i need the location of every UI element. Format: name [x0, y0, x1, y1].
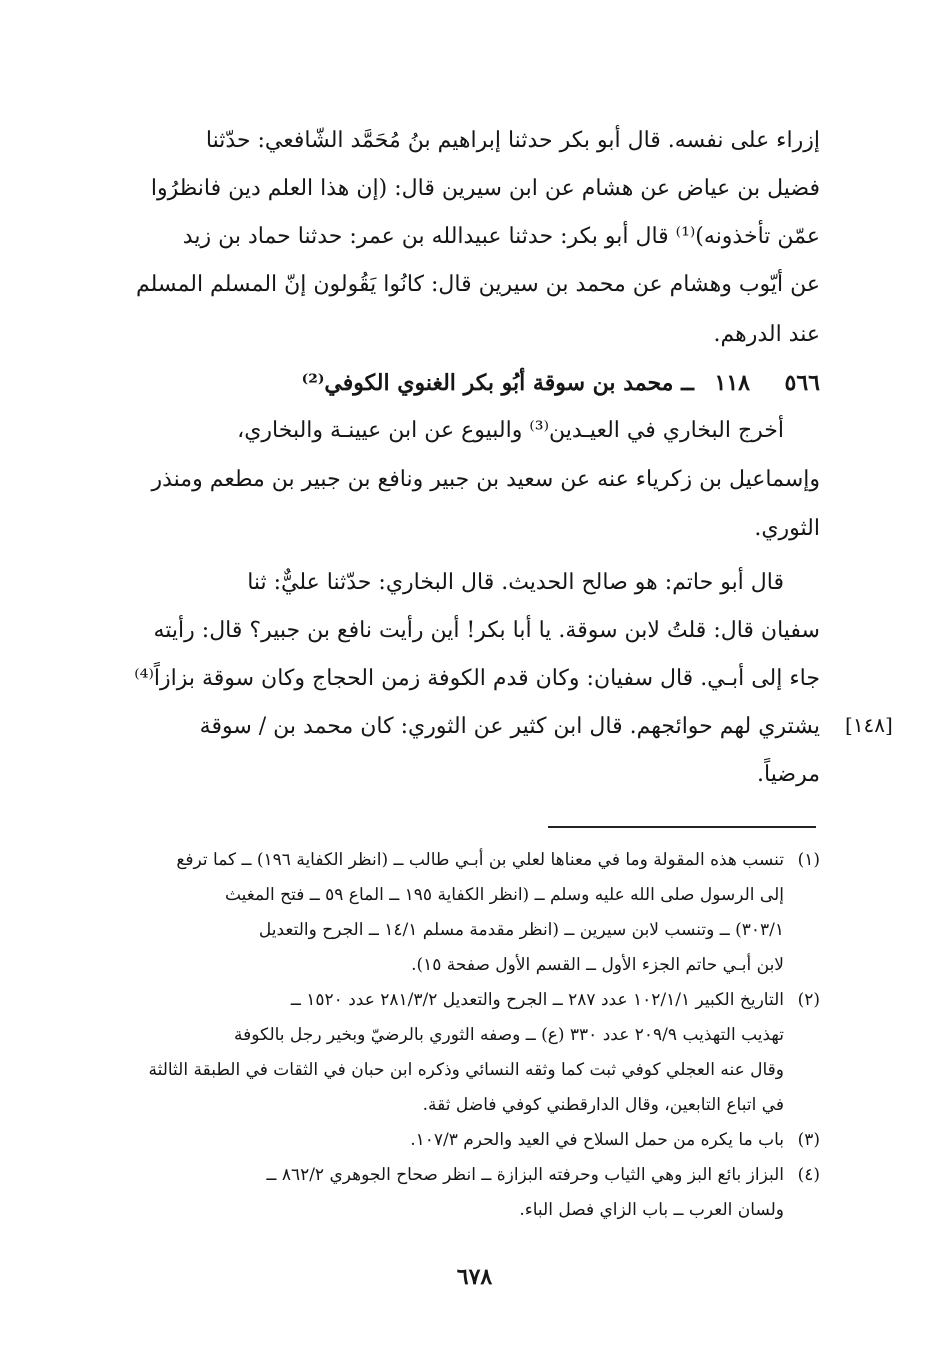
footnote-line: لابن أبـي حاتم الجزء الأول ــ القسم الأول صفحة ١٥). — [411, 955, 784, 975]
text-line: سفيان قال: قلتُ لابن سوقة. يا أبا بكر! أين رأيت نافع بن جبير؟ قال: رأيته — [153, 618, 820, 643]
entry-title-line — [110, 366, 820, 400]
text-line: مرضياً. — [757, 762, 820, 787]
footnote-text: تنسب هذه المقولة وما في معناها لعلي بن أبـي طالب ــ (انظر الكفاية ١٩٦) ــ كما ترفع — [176, 850, 784, 870]
footnote-line: ولسان العرب ــ باب الزاي فصل الباء. — [519, 1200, 784, 1220]
entry-global-number: ٥٦٦ — [784, 370, 820, 396]
footnote-line: في اتباع التابعين، وقال الدارقطني كوفي فاضل ثقة. — [422, 1095, 784, 1115]
entry-local-number: ١١٨ — [714, 370, 750, 396]
text-line: عند الدرهم. — [713, 322, 820, 347]
footnote-text: باب ما يكره من حمل السلاح في العيد والحرم ١٠٧/٣. — [410, 1130, 784, 1150]
text-line: عن أيّوب وهشام عن محمد بن سيرين قال: كانُوا يَقُولون إنّ المسلم المسلم — [135, 272, 820, 297]
footnote-line — [110, 1159, 820, 1191]
text-line: الثوري. — [754, 516, 820, 541]
footnote-line: تهذيب التهذيب ٢٠٩/٩ عدد ٣٣٠ (ع) ــ وصفه الثوري بالرضيّ وبخير رجل بالكوفة — [234, 1025, 784, 1045]
footnote-number: (١) — [797, 850, 820, 870]
text-line: عمّن تأخذونه)⁽¹⁾ قال أبو بكر: حدثنا عبيدالله بن عمر: حدثنا حماد بن زيد — [182, 224, 820, 249]
footnote-text: البزاز بائع البز وهي الثياب وحرفته البزازة ــ انظر صحاح الجوهري ٨٦٢/٢ ــ — [266, 1165, 784, 1185]
text-line: فضيل بن عياض عن هشام عن ابن سيرين قال: (إن هذا العلم دين فانظرُوا — [150, 176, 820, 201]
footnote-line — [110, 984, 820, 1016]
footnote-number: (٤) — [797, 1165, 820, 1185]
footnote-line: ٣٠٣/١) ــ وتنسب لابن سيرين ــ (انظر مقدمة مسلم ١٤/١ ــ الجرح والتعديل — [258, 920, 784, 940]
entry-title: ــ محمد بن سوقة أبُو بكر الغنوي الكوفي⁽²⁾ — [301, 370, 694, 396]
text-line: أخرج البخاري في العيـدين⁽³⁾ والبيوع عن ابن عيينـة والبخاري، — [237, 418, 784, 443]
footnote-divider — [548, 826, 816, 828]
footnote-number: (٣) — [797, 1130, 820, 1150]
text-line: يشتري لهم حوائجهم. قال ابن كثير عن الثوري: كان محمد بن / سوقة — [199, 714, 820, 739]
margin-page-reference: [١٤٨] — [845, 713, 893, 737]
text-line: قال أبو حاتم: هو صالح الحديث. قال البخاري: حدّثنا عليٌّ: ثنا — [247, 570, 784, 595]
footnote-line — [110, 1124, 820, 1156]
footnote-line: وقال عنه العجلي كوفي ثبت كما وثقه النسائي وذكره ابن حبان في الثقات في الطبقة الثالثة — [148, 1060, 784, 1080]
footnote-text: التاريخ الكبير ١٠٢/١/١ عدد ٢٨٧ ــ الجرح والتعديل ٢٨١/٣/٢ عدد ١٥٢٠ ــ — [290, 990, 784, 1010]
text-line: وإسماعيل بن زكرياء عنه عن سعيد بن جبير ونافع بن جبير بن مطعم ومنذر — [151, 467, 820, 492]
footnote-number: (٢) — [797, 990, 820, 1010]
footnote-line: إلى الرسول صلى الله عليه وسلم ــ (انظر الكفاية ١٩٥ ــ الماع ٥٩ ــ فتح المغيث — [224, 885, 784, 905]
page-number: ٦٧٨ — [456, 1264, 493, 1290]
text-line: جاء إلى أبـي. قال سفيان: وكان قدم الكوفة زمن الحجاج وكان سوقة بزازاً⁽⁴⁾ — [134, 666, 820, 691]
text-line: إزراء على نفسه. قال أبو بكر حدثنا إبراهيم بنُ مُحَمَّد الشّافعي: حدّثنا — [205, 128, 820, 153]
footnote-line — [110, 844, 820, 876]
